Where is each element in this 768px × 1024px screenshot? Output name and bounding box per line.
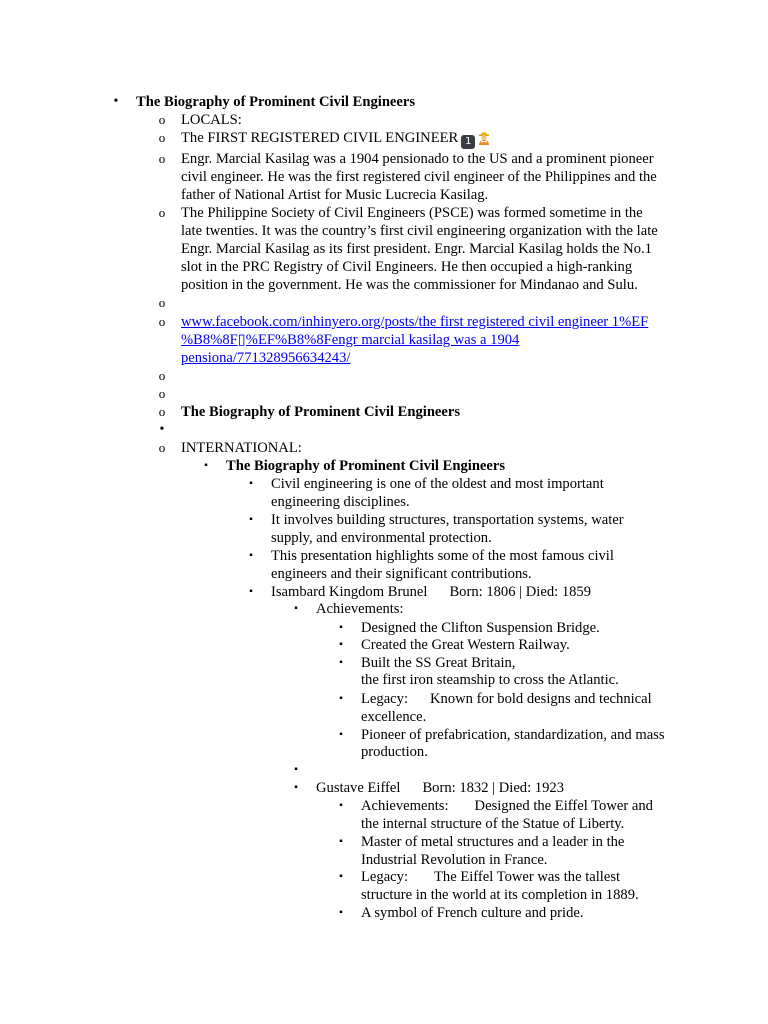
continuation-line bbox=[0, 851, 768, 869]
list-item-intro bbox=[0, 547, 768, 565]
continuation-line bbox=[0, 258, 768, 276]
achievement-text: the first iron steamship to cross the Atlantic. bbox=[361, 672, 619, 688]
bullet-square: ▪ bbox=[339, 871, 343, 882]
continuation-line bbox=[0, 331, 768, 349]
intro-line: supply, and environmental protection. bbox=[271, 530, 492, 546]
legacy-line bbox=[361, 868, 620, 886]
facebook-link[interactable]: pensiona/771328956634243/ bbox=[181, 350, 351, 366]
list-item-legacy bbox=[0, 868, 768, 886]
list-item-achievement bbox=[0, 636, 768, 654]
bullet-square: ▪ bbox=[339, 657, 343, 668]
bullet-square: ▪ bbox=[249, 550, 253, 561]
facebook-link[interactable]: %B8%8F▯%EF%B8%8Fengr marcial kasilag was a 1904 bbox=[181, 332, 520, 348]
continuation-line bbox=[0, 743, 768, 761]
continuation-line bbox=[0, 349, 768, 367]
bullet-circle: o bbox=[158, 314, 166, 329]
list-item-achievement bbox=[0, 904, 768, 922]
list-item-achievement bbox=[0, 726, 768, 744]
bullet-circle: o bbox=[158, 112, 166, 127]
bullet-square: ▪ bbox=[339, 622, 343, 633]
list-item-empty bbox=[0, 385, 768, 403]
list-item-first-registered bbox=[0, 129, 768, 147]
intl-heading: The Biography of Prominent Civil Engineers bbox=[226, 458, 506, 474]
list-item-brunel bbox=[0, 583, 768, 601]
continuation-line bbox=[0, 815, 768, 833]
bullet-square: ▪ bbox=[294, 603, 298, 614]
legacy-label: Legacy: bbox=[361, 869, 408, 885]
continuation-line bbox=[0, 186, 768, 204]
achievement-text: Designed the Clifton Suspension Bridge. bbox=[361, 620, 600, 636]
continuation-line bbox=[0, 240, 768, 258]
bullet-square: ▪ bbox=[339, 907, 343, 918]
international-label: INTERNATIONAL: bbox=[181, 440, 302, 456]
list-item-intro bbox=[0, 511, 768, 529]
bullet-square: ▪ bbox=[339, 693, 343, 704]
list-item-empty bbox=[0, 294, 768, 312]
list-item-achievement bbox=[0, 833, 768, 851]
psce-line: slot in the PRC Registry of Civil Engineers. He then occupied a high-ranking bbox=[181, 259, 633, 275]
achievement-text: Designed the Eiffel Tower and bbox=[474, 798, 653, 814]
list-item-eiffel bbox=[0, 779, 768, 797]
heading-repeat: The Biography of Prominent Civil Engineers bbox=[181, 404, 461, 420]
brunel-dates: Born: 1806 | Died: 1859 bbox=[449, 584, 592, 600]
main-heading: The Biography of Prominent Civil Engineers bbox=[136, 94, 416, 110]
keycap-one-icon: 1 bbox=[461, 135, 475, 149]
list-item-empty bbox=[0, 761, 768, 779]
psce-line: The Philippine Society of Civil Engineers (PSCE) was formed sometime in the bbox=[181, 205, 643, 221]
psce-line: late twenties. It was the country’s first civil engineering organization with the late bbox=[181, 223, 658, 239]
facebook-link[interactable]: www.facebook.com/inhinyero.org/posts/the first registered civil engineer 1%EF bbox=[181, 314, 649, 330]
eiffel-name: Gustave Eiffel bbox=[316, 780, 401, 796]
intro-line: This presentation highlights some of the most famous civil bbox=[271, 548, 614, 564]
list-item-intl-heading bbox=[0, 457, 768, 475]
locals-label: LOCALS: bbox=[181, 112, 242, 128]
list-item-empty bbox=[0, 367, 768, 385]
bullet-circle: o bbox=[158, 368, 166, 383]
achievements-label: Achievements: bbox=[361, 798, 449, 814]
bullet-circle: o bbox=[158, 205, 166, 220]
bullet-circle: o bbox=[158, 404, 166, 419]
list-item-international bbox=[0, 439, 768, 457]
eiffel-achievements-line bbox=[361, 797, 653, 815]
first-registered-text: The FIRST REGISTERED CIVIL ENGINEER bbox=[181, 130, 459, 146]
legacy-text: Known for bold designs and technical bbox=[430, 691, 652, 707]
eiffel-line bbox=[316, 779, 564, 797]
continuation-line bbox=[0, 708, 768, 726]
continuation-line bbox=[0, 276, 768, 294]
kasilag-line: civil engineer. He was the first registered civil engineer of the Philippines and the bbox=[181, 169, 657, 185]
construction-worker-icon bbox=[477, 129, 491, 145]
bullet-circle: o bbox=[158, 440, 166, 455]
kasilag-line: Engr. Marcial Kasilag was a 1904 pensionado to the US and a prominent pioneer bbox=[181, 151, 654, 167]
intro-line: It involves building structures, transportation systems, water bbox=[271, 512, 624, 528]
achievement-text: Pioneer of prefabrication, standardization, and mass bbox=[361, 727, 665, 743]
continuation-line bbox=[0, 222, 768, 240]
legacy-text: structure in the world at its completion in 1889. bbox=[361, 887, 639, 903]
bullet-square: ▪ bbox=[294, 764, 298, 775]
continuation-line bbox=[0, 886, 768, 904]
achievement-text: Master of metal structures and a leader in the bbox=[361, 834, 625, 850]
first-registered-line bbox=[181, 129, 491, 149]
legacy-text: excellence. bbox=[361, 709, 427, 725]
list-item-achievements bbox=[0, 600, 768, 618]
list-item-achievement bbox=[0, 619, 768, 637]
achievement-text: production. bbox=[361, 744, 428, 760]
continuation-line bbox=[0, 671, 768, 689]
brunel-line bbox=[271, 583, 591, 601]
intro-line: engineering disciplines. bbox=[271, 494, 410, 510]
bullet-circle: o bbox=[158, 151, 166, 166]
list-item-locals bbox=[0, 111, 768, 129]
achievement-text: the internal structure of the Statue of Liberty. bbox=[361, 816, 625, 832]
bullet-disc: • bbox=[113, 94, 119, 109]
psce-line: Engr. Marcial Kasilag as its first president. Engr. Marcial Kasilag holds the No.1 bbox=[181, 241, 652, 257]
continuation-line bbox=[0, 168, 768, 186]
eiffel-dates: Born: 1832 | Died: 1923 bbox=[422, 780, 564, 796]
bullet-square: ▪ bbox=[294, 782, 298, 793]
psce-line: position in the government. He was the commissioner for Mindanao and Sulu. bbox=[181, 277, 638, 293]
bullet-square: ▪ bbox=[249, 514, 253, 525]
bullet-circle: o bbox=[158, 130, 166, 145]
bullet-square: ▪ bbox=[339, 639, 343, 650]
continuation-line bbox=[0, 493, 768, 511]
list-item-heading-repeat bbox=[0, 403, 768, 421]
list-item-intro bbox=[0, 475, 768, 493]
continuation-line bbox=[0, 565, 768, 583]
bullet-disc: • bbox=[159, 422, 165, 437]
continuation-line bbox=[0, 529, 768, 547]
intro-line: engineers and their significant contributions. bbox=[271, 566, 532, 582]
bullet-square: ▪ bbox=[339, 836, 343, 847]
bullet-circle: o bbox=[158, 386, 166, 401]
list-item-link bbox=[0, 313, 768, 331]
bullet-circle: o bbox=[158, 295, 166, 310]
bullet-square: ▪ bbox=[339, 729, 343, 740]
kasilag-line: father of National Artist for Music Lucrecia Kasilag. bbox=[181, 187, 489, 203]
legacy-label: Legacy: bbox=[361, 691, 408, 707]
legacy-line bbox=[361, 690, 652, 708]
list-item-legacy bbox=[0, 690, 768, 708]
bullet-square: ▪ bbox=[249, 586, 253, 597]
achievement-text: Built the SS Great Britain, bbox=[361, 655, 516, 671]
bullet-square: ▪ bbox=[339, 800, 343, 811]
list-item-psce bbox=[0, 204, 768, 222]
list-item-empty bbox=[0, 421, 768, 439]
list-item-kasilag bbox=[0, 150, 768, 168]
achievement-text: Industrial Revolution in France. bbox=[361, 852, 548, 868]
achievements-label: Achievements: bbox=[316, 601, 404, 617]
brunel-name: Isambard Kingdom Brunel bbox=[271, 584, 428, 600]
achievement-text: A symbol of French culture and pride. bbox=[361, 905, 584, 921]
legacy-text: The Eiffel Tower was the tallest bbox=[434, 869, 621, 885]
list-item-achievement bbox=[0, 797, 768, 815]
bullet-square: ▪ bbox=[204, 460, 208, 471]
list-item-main bbox=[0, 93, 768, 111]
list-item-achievement bbox=[0, 654, 768, 672]
achievement-text: Created the Great Western Railway. bbox=[361, 637, 570, 653]
intro-line: Civil engineering is one of the oldest and most important bbox=[271, 476, 604, 492]
bullet-square: ▪ bbox=[249, 478, 253, 489]
